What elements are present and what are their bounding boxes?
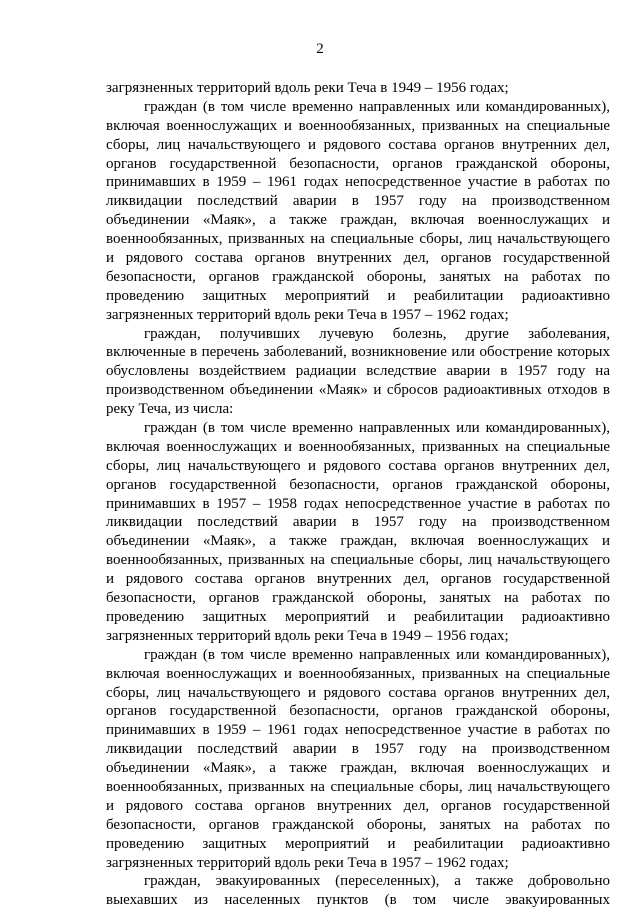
text-line: принимавших в 1959 – 1961 годах непосредственное участие в работах по [106, 722, 610, 739]
text-line: включая военнослужащих и военнообязанных, призванных на специальные [106, 438, 610, 455]
text-line: обусловлены воздействием радиации вследствие аварии в 1957 году на [106, 363, 610, 380]
text-line: органов государственной безопасности, органов гражданской обороны, [106, 155, 610, 172]
text-line: органов государственной безопасности, органов гражданской обороны, [106, 476, 610, 493]
text-line: граждан (в том числе временно направленных или командированных), [144, 98, 610, 115]
text-line: принимавших в 1959 – 1961 годах непосредственное участие в работах по [106, 174, 610, 191]
text-line: безопасности, органов гражданской обороны, занятых на работах по [106, 590, 610, 607]
text-line: включая военнослужащих и военнообязанных, призванных на специальные [106, 117, 610, 134]
text-line: проведению защитных мероприятий и реабилитации радиоактивно [106, 287, 610, 304]
body-text [106, 79, 610, 910]
page-number: 2 [316, 41, 324, 57]
text-line: загрязненных территорий вдоль реки Теча в 1949 – 1956 годах; [106, 627, 509, 644]
text-line: граждан, получивших лучевую болезнь, другие заболевания, [144, 325, 610, 342]
text-line: включенные в перечень заболеваний, возникновение или обострение которых [106, 344, 610, 361]
text-line: производственном объединении «Маяк» и сбросов радиоактивных отходов в [106, 382, 610, 399]
text-line: объединении «Маяк», а также граждан, включая военнослужащих и [106, 212, 610, 229]
text-line: сборы, лиц начальствующего и рядового состава органов внутренних дел, [106, 684, 610, 701]
text-line: загрязненных территорий вдоль реки Теча в 1957 – 1962 годах; [106, 854, 509, 871]
text-line: загрязненных территорий вдоль реки Теча в 1949 – 1956 годах; [106, 80, 509, 96]
text-line: сборы, лиц начальствующего и рядового состава органов внутренних дел, [106, 457, 610, 474]
text-line: включая военнослужащих и военнообязанных, призванных на специальные [106, 665, 610, 682]
text-line: проведению защитных мероприятий и реабилитации радиоактивно [106, 835, 610, 852]
text-line: реку Теча, из числа: [106, 401, 234, 418]
text-line: объединении «Маяк», а также граждан, включая военнослужащих и [106, 533, 610, 550]
text-line: загрязненных территорий вдоль реки Теча в 1957 – 1962 годах; [106, 306, 509, 323]
text-line: ликвидации последствий аварии в 1957 году на производственном [106, 193, 610, 210]
text-line: принимавших в 1957 – 1958 годах непосредственное участие в работах по [106, 495, 610, 512]
text-line: сборы, лиц начальствующего и рядового состава органов внутренних дел, [106, 136, 610, 153]
text-line: и рядового состава органов внутренних дел, органов государственной [106, 250, 610, 267]
text-line: выехавших из населенных пунктов (в том числе эвакуированных [106, 892, 610, 909]
text-line: граждан (в том числе временно направленных или командированных), [144, 420, 610, 437]
text-line: безопасности, органов гражданской обороны, занятых на работах по [106, 816, 610, 833]
text-line: и рядового состава органов внутренних дел, органов государственной [106, 797, 610, 814]
text-line: ликвидации последствий аварии в 1957 году на производственном [106, 514, 610, 531]
text-line: проведению защитных мероприятий и реабилитации радиоактивно [106, 608, 610, 625]
text-line: органов государственной безопасности, органов гражданской обороны, [106, 703, 610, 720]
text-line: военнообязанных, призванных на специальные сборы, лиц начальствующего [106, 778, 610, 795]
text-line: граждан (в том числе временно направленных или командированных), [144, 646, 610, 663]
text-line: ликвидации последствий аварии в 1957 году на производственном [106, 741, 610, 758]
text-line: безопасности, органов гражданской обороны, занятых на работах по [106, 268, 610, 285]
text-line: и рядового состава органов внутренних дел, органов государственной [106, 571, 610, 588]
text-line: военнообязанных, призванных на специальные сборы, лиц начальствующего [106, 552, 610, 569]
text-line: военнообязанных, призванных на специальные сборы, лиц начальствующего [106, 231, 610, 248]
text-line: объединении «Маяк», а также граждан, включая военнослужащих и [106, 760, 610, 777]
text-line: граждан, эвакуированных (переселенных), а также добровольно [144, 873, 610, 890]
